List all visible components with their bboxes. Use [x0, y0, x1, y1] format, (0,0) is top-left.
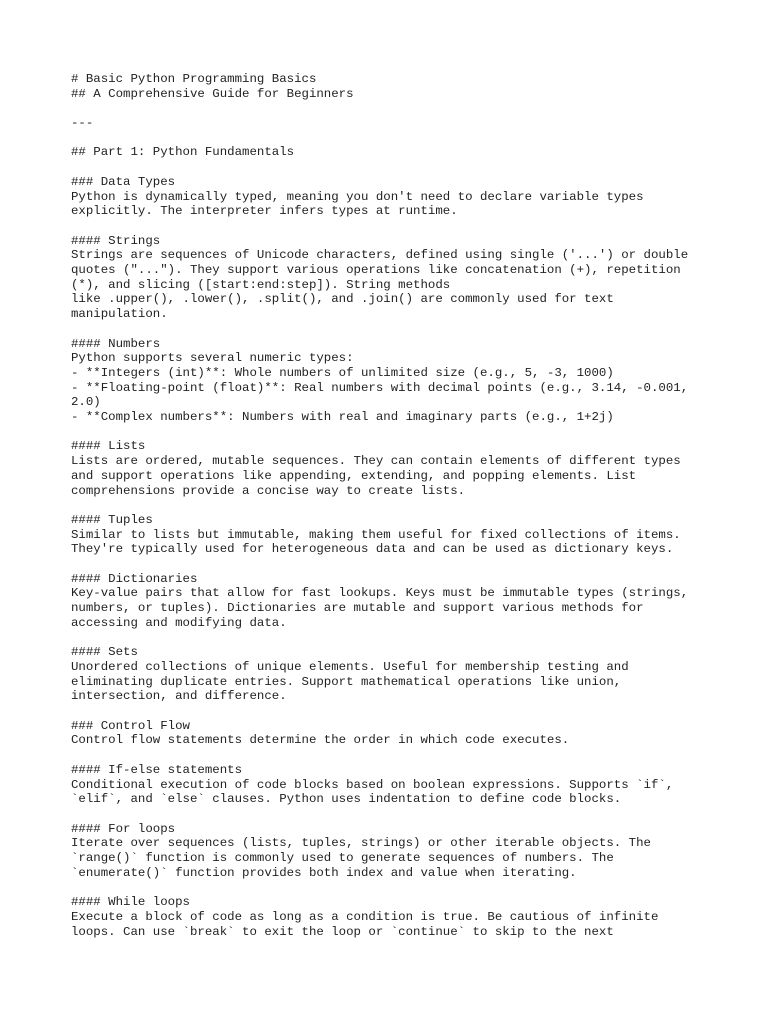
paragraph-line: Control flow statements determine the order in which code executes. — [71, 733, 570, 748]
paragraph-line: loops. Can use `break` to exit the loop or `continue` to skip to the next — [71, 924, 614, 939]
section-heading-control-flow: ### Control Flow — [71, 718, 190, 733]
blank-line — [71, 807, 711, 822]
list-item: - **Floating-point (float)**: Real numbers with decimal points (e.g., 3.14, -0.001, — [71, 380, 689, 395]
subsection-heading-sets: #### Sets — [71, 645, 138, 660]
paragraph-line: like .upper(), .lower(), .split(), and .join() are commonly used for text — [71, 292, 614, 307]
paragraph-line: Execute a block of code as long as a condition is true. Be cautious of infinite — [71, 909, 659, 924]
subsection-heading-if-else: #### If-else statements — [71, 762, 243, 777]
section-heading-data-types: ### Data Types — [71, 174, 176, 189]
blank-line — [71, 704, 711, 719]
subsection-heading-dictionaries: #### Dictionaries — [71, 571, 198, 586]
horizontal-rule: --- — [71, 116, 94, 131]
list-item: - **Integers (int)**: Whole numbers of unlimited size (e.g., 5, -3, 1000) — [71, 365, 614, 380]
paragraph-line: and support operations like appending, extending, and popping elements. List — [71, 468, 637, 483]
doc-title: # Basic Python Programming Basics — [71, 72, 317, 86]
paragraph-line: Key-value pairs that allow for fast lookups. Keys must be immutable types (strings, — [71, 586, 689, 601]
subsection-heading-numbers: #### Numbers — [71, 336, 161, 351]
blank-line — [71, 160, 711, 175]
paragraph-line: eliminating duplicate entries. Support mathematical operations like union, — [71, 674, 622, 689]
paragraph-line: Iterate over sequences (lists, tuples, strings) or other iterable objects. The — [71, 836, 651, 851]
blank-line — [71, 425, 711, 440]
blank-line — [71, 880, 711, 895]
subsection-heading-strings: #### Strings — [71, 233, 161, 248]
paragraph-line: Python is dynamically typed, meaning you don't need to declare variable types — [71, 189, 644, 204]
paragraph-line: `enumerate()` function provides both index and value when iterating. — [71, 865, 577, 880]
paragraph-line: They're typically used for heterogeneous data and can be used as dictionary keys. — [71, 542, 674, 557]
blank-line — [71, 322, 711, 337]
paragraph-line: intersection, and difference. — [71, 689, 287, 704]
blank-line — [71, 498, 711, 513]
paragraph-line: quotes ("..."). They support various operations like concatenation (+), repetition — [71, 263, 681, 278]
paragraph-line: Unordered collections of unique elements. Useful for membership testing and — [71, 659, 629, 674]
paragraph-line: Lists are ordered, mutable sequences. They can contain elements of different types — [71, 454, 681, 469]
paragraph-line: manipulation. — [71, 307, 168, 322]
blank-line — [71, 631, 711, 646]
paragraph-line: numbers, or tuples). Dictionaries are mutable and support various methods for — [71, 601, 644, 616]
paragraph-line: `range()` function is commonly used to generate sequences of numbers. The — [71, 851, 614, 866]
subsection-heading-while-loops: #### While loops — [71, 895, 190, 910]
subsection-heading-for-loops: #### For loops — [71, 821, 176, 836]
list-item: - **Complex numbers**: Numbers with real and imaginary parts (e.g., 1+2j) — [71, 410, 614, 425]
paragraph-line: Strings are sequences of Unicode characters, defined using single ('...') or double — [71, 248, 689, 263]
paragraph-line: comprehensions provide a concise way to create lists. — [71, 483, 466, 498]
doc-subtitle: ## A Comprehensive Guide for Beginners — [71, 86, 354, 101]
paragraph-line: Conditional execution of code blocks based on boolean expressions. Supports `if`, — [71, 777, 674, 792]
blank-line — [71, 557, 711, 572]
paragraph-line: explicitly. The interpreter infers types at runtime. — [71, 204, 458, 219]
part-heading: ## Part 1: Python Fundamentals — [71, 145, 295, 160]
list-item-continuation: 2.0) — [71, 395, 101, 410]
paragraph-line: (*), and slicing ([start:end:step]). String methods — [71, 277, 451, 292]
blank-line — [71, 131, 711, 146]
subsection-heading-tuples: #### Tuples — [71, 512, 153, 527]
paragraph-line: Similar to lists but immutable, making them useful for fixed collections of items. — [71, 527, 681, 542]
blank-line — [71, 748, 711, 763]
paragraph-line: `elif`, and `else` clauses. Python uses indentation to define code blocks. — [71, 792, 622, 807]
document-page — [71, 72, 711, 939]
subsection-heading-lists: #### Lists — [71, 439, 146, 454]
paragraph-line: Python supports several numeric types: — [71, 351, 354, 366]
blank-line — [71, 101, 711, 116]
paragraph-line: accessing and modifying data. — [71, 615, 287, 630]
blank-line — [71, 219, 711, 234]
